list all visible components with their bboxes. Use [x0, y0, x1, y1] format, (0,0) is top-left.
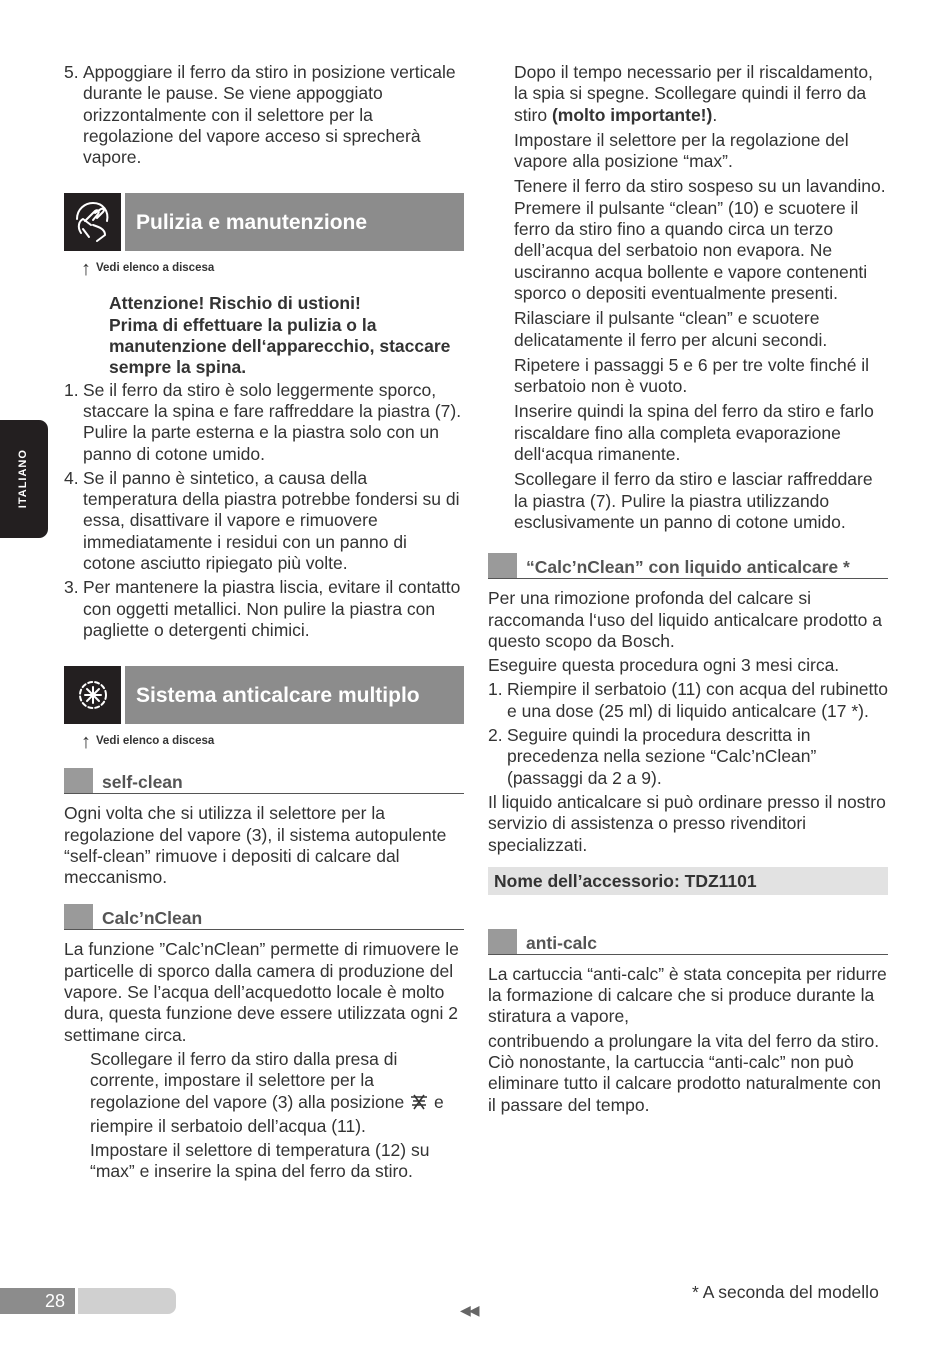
calcnclean-step-1: Scollegare il ferro da stiro dalla presa di corrente, impostare il selettore per la regolazione del vapore (3) alla posizione e riempire il serbatoio dell’acqua (11).	[90, 1048, 444, 1136]
liquid-step: 1. Riempire il serbatoio (11) con acqua del rubinetto e una dose (25 ml) di liquido anticalcare (17 *).	[488, 679, 888, 721]
step-number: 5.	[64, 62, 79, 82]
section-header-cleaning	[64, 193, 464, 251]
right-column	[488, 62, 888, 1119]
subheading-anti-calc: anti-calc	[488, 929, 888, 955]
calcnclean-step-2: Impostare il selettore di temperatura (12) su “max” e inserire la spina del ferro da stiro.	[90, 1140, 430, 1182]
subheading-marker	[488, 929, 517, 954]
step-text: Appoggiare il ferro da stiro in posizione verticale durante le pause. Se viene appoggiato orizzontalmente con il selettore per la regolazione del vapore acceso si sprecherà vapore.	[83, 62, 456, 168]
liquid-intro: Per una rimozione profonda del calcare si raccomanda l‘uso del liquido anticalcare prodotto a questo scopo da Bosch.	[488, 588, 882, 651]
language-side-tab	[0, 420, 48, 538]
liquid-frequency: Eseguire questa procedura ogni 3 mesi circa.	[488, 655, 840, 676]
accessory-name: Nome dell’accessorio: TDZ1101	[488, 867, 888, 895]
language-label: ITALIANO	[17, 449, 30, 509]
subheading-liquid: “Calc’nClean” con liquido anticalcare *	[488, 553, 888, 579]
burn-warning: Attenzione! Rischio di ustioni! Prima di effettuare la pulizia o la manutenzione dell‘apparecchio, staccare sempre la spina.	[109, 293, 451, 378]
calcnclean-text: La funzione ”Calc’nClean” permette di rimuovere le particelle di sporco dalla camera di produzione del vapore. Se l’acqua dell’acquedotto locale è molto dura, questa funzione deve essere utilizzata ogni 2 settimane circa.	[64, 939, 459, 1045]
section-title: Sistema anticalcare multiplo	[125, 666, 464, 724]
anticalc-icon	[64, 666, 121, 724]
subheading-marker	[64, 768, 93, 793]
anti-calc-text-2: contribuendo a prolungare la vita del ferro da stiro. Ciò nonostante, la cartuccia “anti-calc” non può eliminare tutto il calcare prodotto naturalmente con il passare del tempo.	[488, 1030, 881, 1115]
procedure-step: Rilasciare il pulsante “clean” e scuotere delicatamente il ferro per alcuni secondi.	[514, 308, 828, 350]
hand-cleaning-icon	[64, 193, 121, 251]
procedure-step: Ripetere i passaggi 5 e 6 per tre volte finché il serbatoio non è vuoto.	[514, 354, 870, 397]
procedure-step: Scollegare il ferro da stiro e lasciar raffreddare la piastra (7). Pulire la piastra utilizzando esclusivamente un panno di cotone umido.	[514, 469, 873, 532]
step-5	[64, 62, 464, 168]
page-number: 28	[0, 1288, 75, 1314]
procedure-step: Inserire quindi la spina del ferro da stiro e farlo riscaldare fino alla completa evaporazione dell‘acqua rimanente.	[514, 401, 874, 465]
arrow-up-icon: ↑	[81, 731, 91, 754]
footer-bar	[78, 1288, 176, 1314]
steam-dial-icon	[409, 1093, 429, 1116]
left-column	[64, 62, 464, 1186]
footnote: * A seconda del modello	[692, 1282, 879, 1302]
see-below-note: ↑ Vedi elenco a discesa	[81, 731, 215, 754]
liquid-order-text: Il liquido anticalcare si può ordinare presso il nostro servizio di assistenza o presso rivenditori specializzati.	[488, 791, 886, 855]
section-header-anticalc	[64, 666, 464, 724]
back-arrows-icon: ◀◀	[460, 1302, 478, 1318]
cleaning-step: 1. Se il ferro da stiro è solo leggermente sporco, staccare la spina e fare raffreddare la piastra (7). Pulire la parte esterna e la piastra solo con un panno di cotone umido.	[64, 379, 462, 464]
procedure-step: Dopo il tempo necessario per il riscaldamento, la spia si spegne. Scollegare quindi il ferro da stiro (molto importante!).	[514, 62, 873, 125]
liquid-step: 2. Seguire quindi la procedura descritta in precedenza nella sezione “Calc’nClean” (passaggi da 2 a 9).	[488, 725, 817, 788]
subheading-marker	[488, 553, 517, 578]
procedure-step: Impostare il selettore per la regolazione del vapore alla posizione “max”.	[514, 129, 849, 172]
cleaning-step: 4. Se il panno è sintetico, a causa della temperatura della piastra potrebbe fondersi su di essa, disattivare il vapore e rimuovere immediatamente i residui con un panno di cotone asciutto ripiegato più volte.	[64, 467, 460, 574]
subheading-calcnclean: Calc’nClean	[64, 904, 464, 930]
anti-calc-text-1: La cartuccia “anti-calc” è stata concepita per ridurre la formazione di calcare che si produce durante la stiratura a vapore,	[488, 963, 887, 1027]
cleaning-step: 3. Per mantenere la piastra liscia, evitare il contatto con oggetti metallici. Non pulire la piastra con pagliette o detergenti chimici.	[64, 577, 461, 640]
section-title: Pulizia e manutenzione	[125, 193, 464, 251]
arrow-up-icon: ↑	[81, 258, 91, 281]
subheading-self-clean: self-clean	[64, 768, 464, 794]
procedure-step: Tenere il ferro da stiro sospeso su un lavandino. Premere il pulsante “clean” (10) e scuotere il ferro da stiro fino a quando circa un terzo dell’acqua del serbatoio non evapora. Ne usciranno acqua bollente e vapore contenenti sporco o depositi eventualmente presenti.	[514, 176, 886, 303]
see-below-note: ↑ Vedi elenco a discesa	[81, 258, 215, 281]
subheading-marker	[64, 904, 93, 929]
self-clean-text: Ogni volta che si utilizza il selettore per la regolazione del vapore (3), il sistema autopulente “self-clean” rimuove i depositi di calcare dal meccanismo.	[64, 803, 447, 888]
